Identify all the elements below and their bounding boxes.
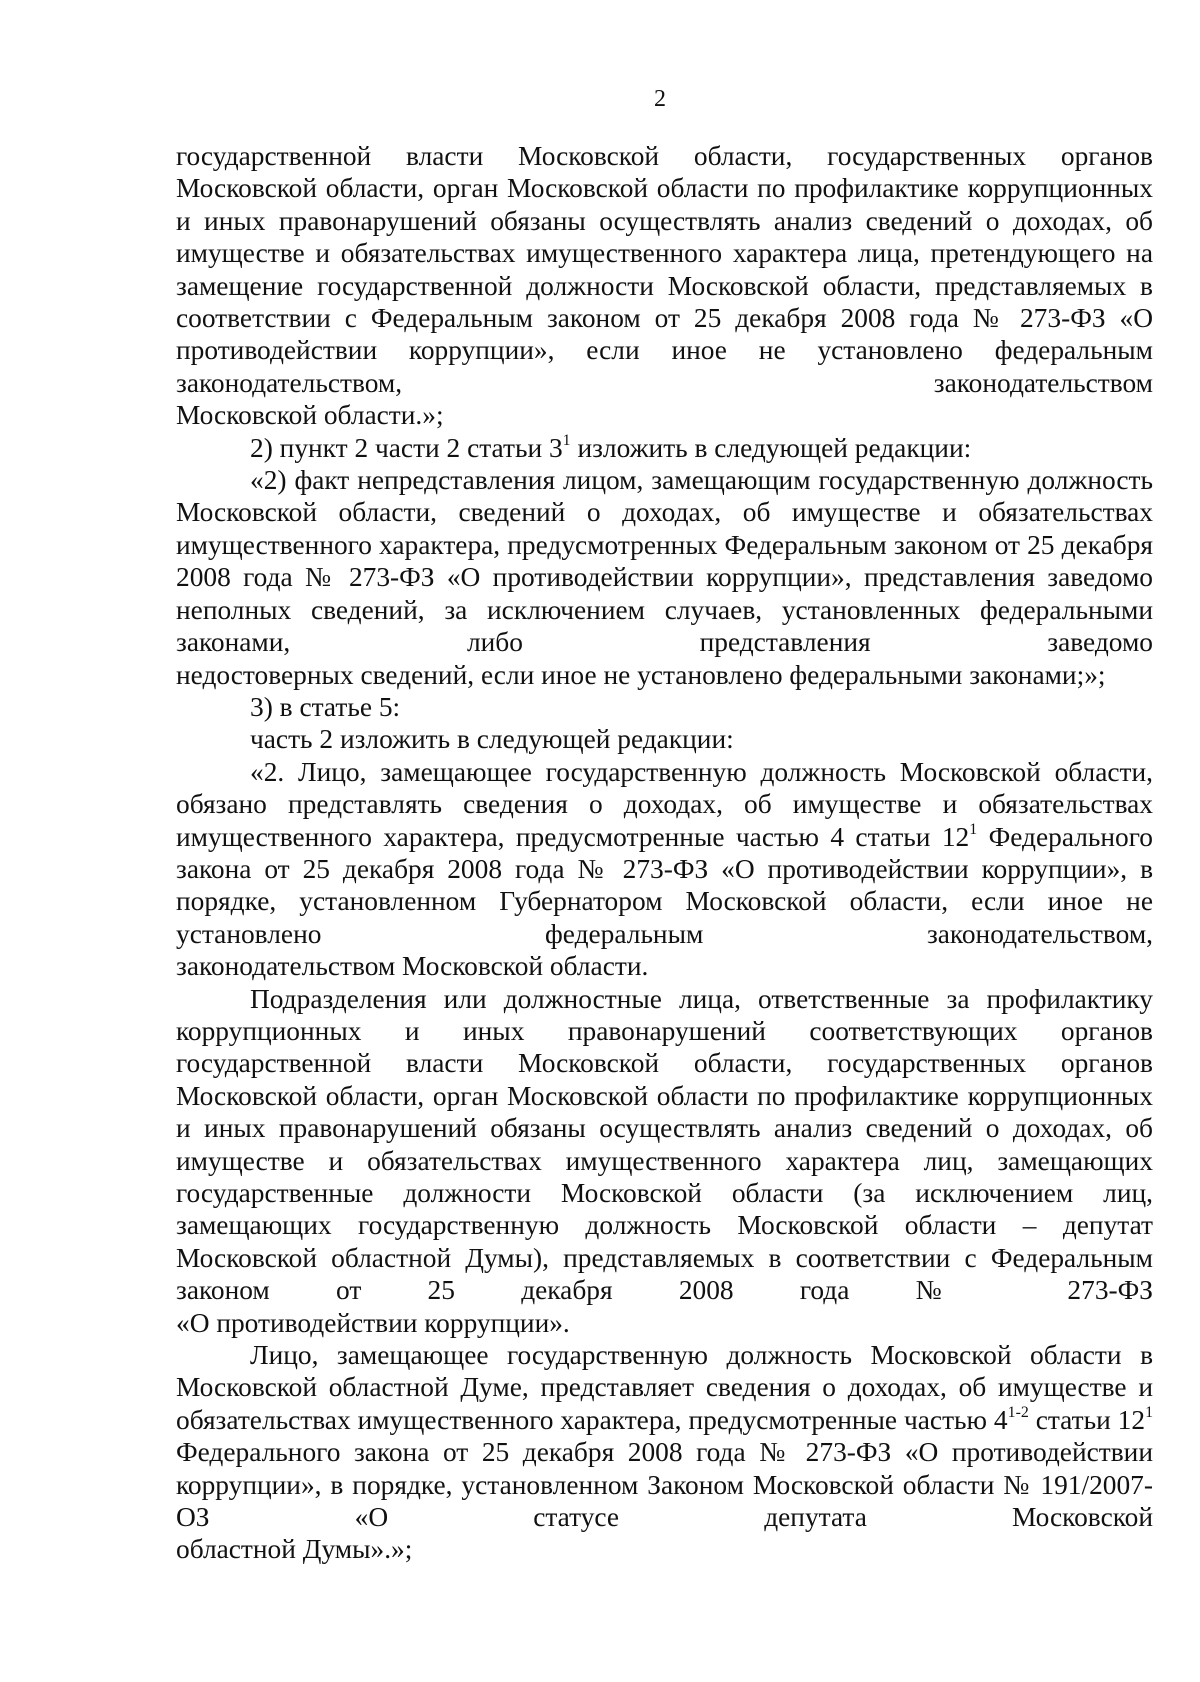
line: сведений о доходах, об имуществе и обязательствах имущественного характера	[176, 1113, 1153, 1176]
line: законодательством Московской области.	[176, 951, 649, 982]
superscript: 1	[562, 431, 571, 449]
paragraph-4	[176, 691, 1153, 723]
line: часть 2 изложить в следующей редакции:	[250, 724, 734, 755]
line: представления заведомо неполных сведений, за исключением случаев,	[176, 562, 1153, 625]
line: коррупции», в порядке, установленном Губернатором Московской области,	[176, 853, 1153, 917]
paragraph-2	[176, 432, 1153, 464]
paragraph-6-end	[176, 950, 1153, 982]
line: Федерального закона от 25 декабря 2008 года № 273-ФЗ «О противодействии	[176, 821, 1153, 884]
line: не установлено федеральным законодательством, законодательством	[176, 335, 1153, 398]
line: государственной власти Московской области, государственных органов	[176, 1048, 1153, 1079]
line: в Московской областной Думе, представляет сведения о доходах, об имуществе	[176, 1340, 1153, 1403]
line: Московской области № 191/2007-ОЗ «О статусе депутата Московской	[176, 1469, 1154, 1533]
line: и обязательствах имущественного характера, предусмотренных Федеральным	[176, 497, 1153, 560]
line: коррупционных и иных правонарушений обязаны осуществлять анализ	[176, 1080, 1153, 1144]
line: областной Думы».»;	[176, 1534, 413, 1565]
paragraph-1	[176, 140, 1153, 399]
line: имущественного характера, предусмотренные частью 4 статьи 12	[176, 821, 970, 852]
line: Подразделения или должностные лица, ответственные за профилактику	[250, 983, 1153, 1014]
line: «2) факт непредставления лицом, замещающим государственную	[250, 465, 1020, 496]
line: лиц, замещающих государственные должности Московской области	[176, 1145, 1153, 1208]
line: Московской области.»;	[176, 400, 444, 431]
line: установленных федеральными законами, либо представления заведомо	[176, 594, 1153, 658]
line: области – депутат Московской областной Думы), представляемых	[176, 1210, 1154, 1273]
document-body	[176, 140, 1153, 1566]
paragraph-5	[176, 723, 1153, 755]
line: (за исключением лиц, замещающих государственную должность Московской	[176, 1178, 1153, 1241]
line: статьи 12	[1035, 1404, 1146, 1435]
text-segment: Федерального закона от 25 декабря 2008 года № 273-ФЗ	[176, 1437, 892, 1468]
paragraph-1-end	[176, 399, 1153, 431]
line: государственной власти Московской области, государственных органов	[176, 141, 1153, 171]
superscript: 1	[1145, 1403, 1153, 1421]
line: сведений о доходах, об имуществе и обязательствах имущественного	[176, 205, 1153, 269]
page-number: 2	[654, 86, 666, 112]
line: Московской области, представляемых в соответствии с Федеральным законом	[176, 270, 1153, 334]
line: недостоверных сведений, если иное не установлено федеральными законами;»;	[176, 659, 1106, 690]
paragraph-3	[176, 464, 1153, 658]
paragraph-8	[176, 1339, 1153, 1533]
paragraph-7-end	[176, 1307, 1153, 1339]
line: «2. Лицо, замещающее государственную должность Московской области,	[250, 756, 1153, 787]
line: должность Московской области, сведений о доходах, об имуществе	[176, 465, 1153, 528]
superscript: 1-2	[1007, 1403, 1029, 1421]
paragraph-6	[176, 756, 1153, 950]
line: коррупционных и иных правонарушений обязаны осуществлять анализ	[176, 173, 1153, 236]
paragraph-7	[176, 983, 1153, 1307]
text-segment: 2) пункт 2 части 2 статьи 3	[250, 432, 563, 463]
line: Московской области, орган Московской области по профилактике	[176, 173, 959, 204]
line: Лицо, замещающее государственную должность Московской области	[250, 1340, 1122, 1371]
line: коррупционных и иных правонарушений соответствующих органов	[176, 1015, 1153, 1046]
superscript: 1	[969, 820, 978, 838]
line: законом от 25 декабря 2008 года № 273-ФЗ «О противодействии коррупции»,	[176, 529, 1153, 593]
line: 3) в статье 5:	[250, 691, 401, 722]
line: «О противодействии коррупции».	[176, 1307, 570, 1338]
paragraph-3-end	[176, 659, 1153, 691]
line: в соответствии с Федеральным законом от 25 декабря 2008 года № 273-ФЗ	[176, 1242, 1153, 1306]
line: Московской области, орган Московской области по профилактике	[176, 1080, 959, 1111]
line: обязано представлять сведения о доходах, об имуществе и обязательствах	[176, 789, 1153, 820]
line: характера лица, претендующего на замещение государственной должности	[176, 238, 1153, 301]
line: и обязательствах имущественного характера, предусмотренные частью 4	[176, 1372, 1153, 1435]
line: если иное не установлено федеральным законодательством,	[176, 886, 1153, 949]
paragraph-8-end	[176, 1533, 1153, 1565]
line: «О противодействии коррупции», в порядке, установленном Законом	[176, 1437, 1153, 1500]
line: от 25 декабря 2008 года № 273-ФЗ «О противодействии коррупции», если иное	[176, 303, 1153, 366]
text-segment: изложить в следующей редакции:	[570, 432, 972, 463]
